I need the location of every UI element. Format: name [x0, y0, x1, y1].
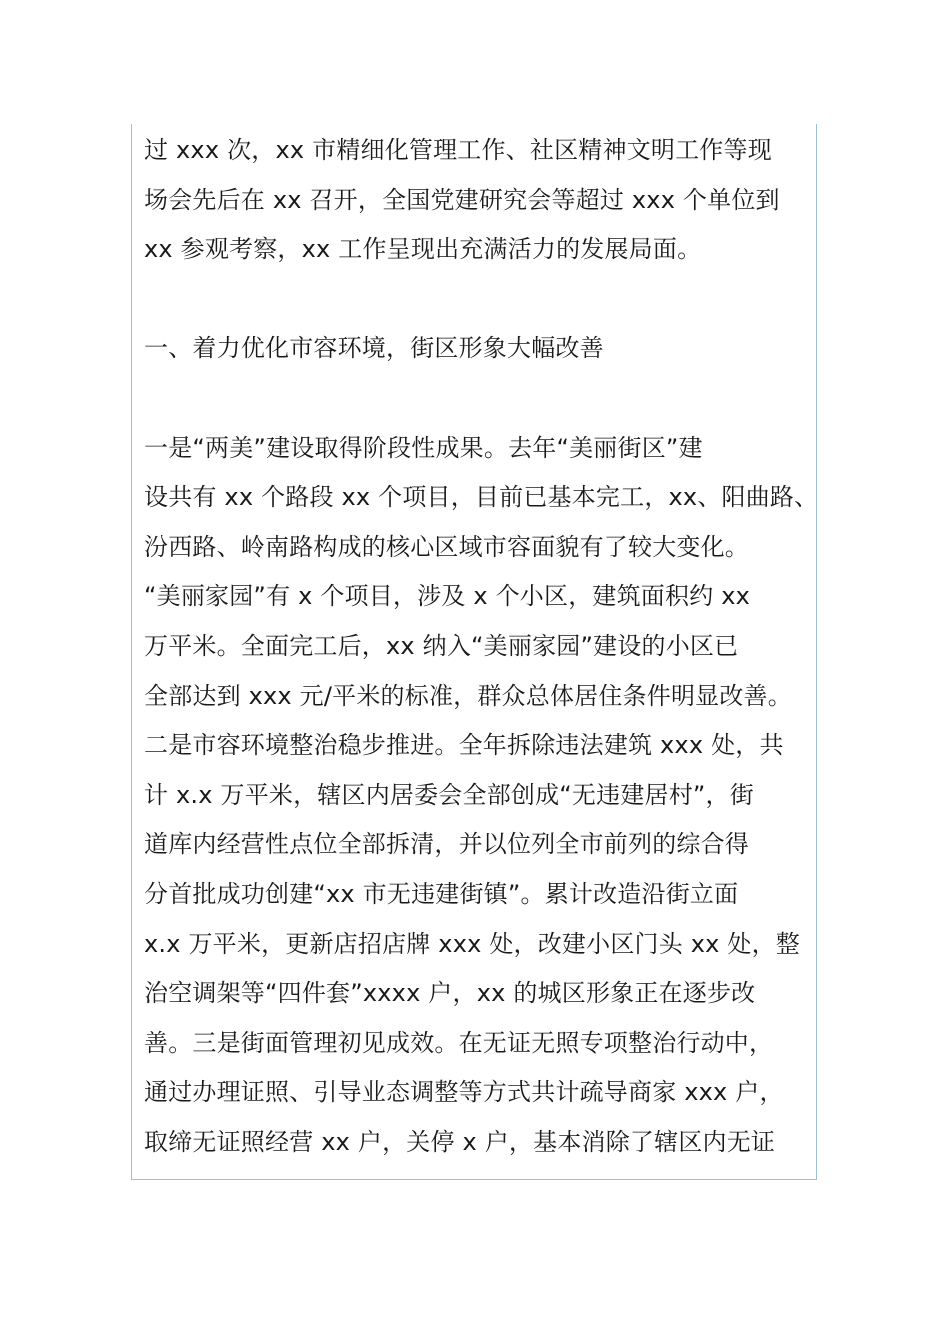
text-line: 二是市容环境整治稳步推进。全年拆除违法建筑 xxx 处，共	[144, 731, 784, 760]
section-heading: 一、着力优化市容环境，街区形象大幅改善	[144, 334, 604, 363]
text-line: 过 xxx 次，xx 市精细化管理工作、社区精神文明工作等现	[144, 136, 772, 164]
blank-line	[144, 275, 834, 325]
text-line: 分首批成功创建“xx 市无违建街镇”。累计改造沿街立面	[144, 879, 739, 908]
text-line: 场会先后在 xx 召开，全国党建研究会等超过 xxx 个单位到	[144, 185, 780, 214]
text-line: 取缔无证照经营 xx 户，关停 x 户，基本消除了辖区内无证	[144, 1127, 776, 1156]
text-line: 设共有 xx 个路段 xx 个项目，目前已基本完工，xx、阳曲路、	[144, 483, 819, 512]
text-line: 一是“两美”建设取得阶段性成果。去年“美丽街区”建	[144, 433, 703, 462]
text-line: 汾西路、岭南路构成的核心区域市容面貌有了较大变化。	[144, 532, 749, 561]
text-line: x.x 万平米，更新店招店牌 xxx 处，改建小区门头 xx 处，整	[144, 929, 800, 958]
text-line: 万平米。全面完工后，xx 纳入“美丽家园”建设的小区已	[144, 631, 739, 660]
text-line: 道库内经营性点位全部拆清，并以位列全市前列的综合得	[144, 830, 749, 859]
text-line: “美丽家园”有 x 个项目，涉及 x 个小区，建筑面积约 xx	[144, 582, 751, 611]
text-line: 全部达到 xxx 元/平米的标准，群众总体居住条件明显改善。	[144, 681, 792, 710]
blank-line	[144, 374, 834, 424]
text-line: 计 x.x 万平米，辖区内居委会全部创成“无违建居村”，街	[144, 780, 754, 809]
document-body	[144, 126, 834, 1167]
text-line: 治空调架等“四件套”xxxx 户，xx 的城区形象正在逐步改	[144, 979, 756, 1008]
text-line: xx 参观考察，xx 工作呈现出充满活力的发展局面。	[144, 235, 702, 264]
text-line: 通过办理证照、引导业态调整等方式共计疏导商家 xxx 户，	[144, 1078, 784, 1107]
text-line: 善。三是街面管理初见成效。在无证无照专项整治行动中，	[144, 1028, 774, 1057]
